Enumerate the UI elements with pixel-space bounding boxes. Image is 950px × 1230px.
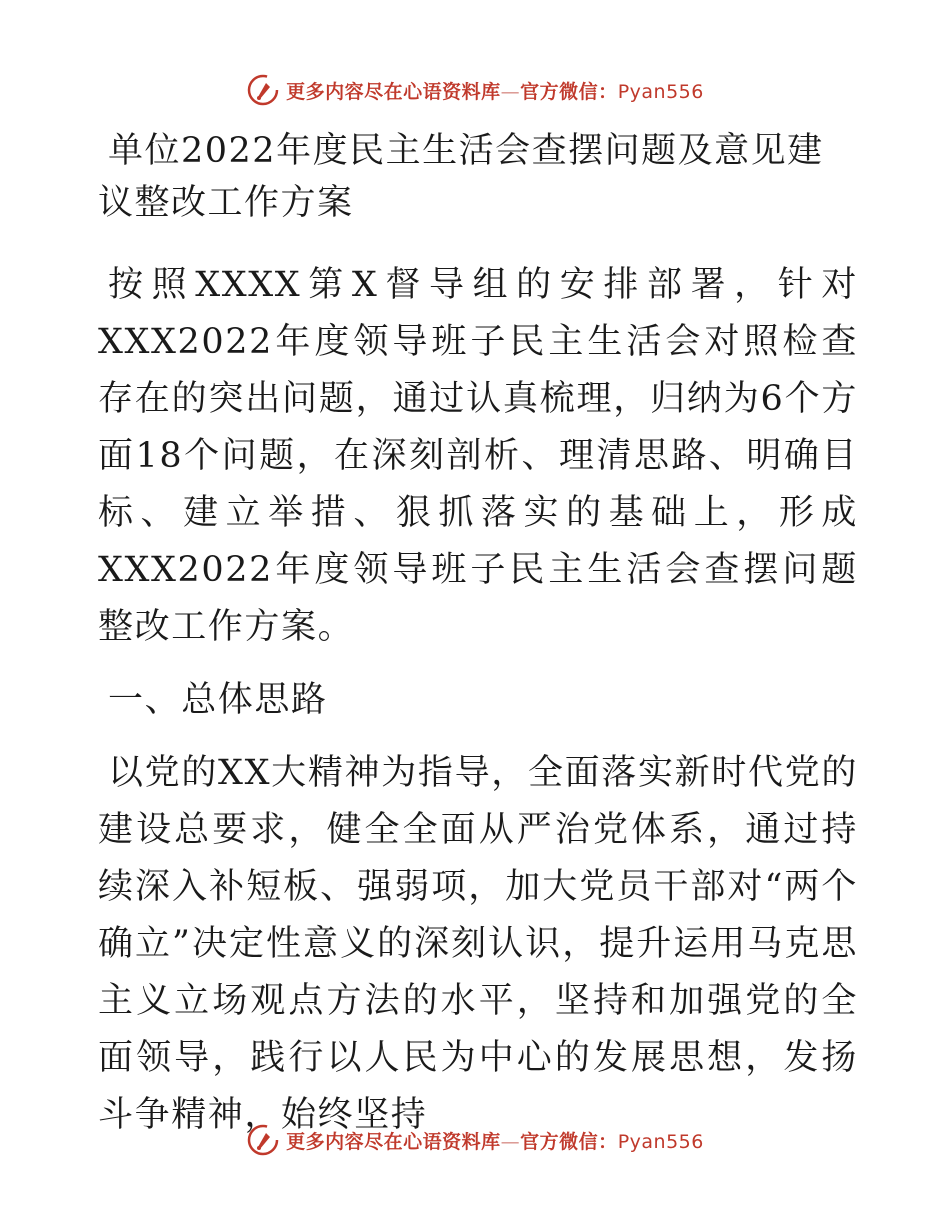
watermark-separator: — xyxy=(500,1130,521,1153)
pen-nib-logo-icon xyxy=(246,1123,280,1157)
pen-nib-logo-icon xyxy=(246,73,280,107)
wechat-id: Pyan556 xyxy=(617,80,704,103)
intro-paragraph: 按照XXXX第X督导组的安排部署，针对XXX2022年度领导班子民主生活会对照检查存在的突出问题，通过认真梳理，归纳为6个方面18个问题，在深刻剖析、理清思路、明确目标、建立举措、狠抓落实的基础上，形成XXX2022年度领导班子民主生活会查摆问题整改工作方案。 xyxy=(98,265,858,647)
section-heading: 一、总体思路 xyxy=(108,680,328,720)
watermark-separator: — xyxy=(500,80,521,103)
wechat-label: 官方微信： xyxy=(520,80,618,103)
wechat-id: Pyan556 xyxy=(617,1130,704,1153)
header-watermark xyxy=(0,70,950,110)
document-body xyxy=(98,125,858,1144)
section-paragraph: 以党的XX大精神为指导，全面落实新时代党的建设总要求，健全全面从严治党体系，通过持续深入补短板、强弱项，加大党员干部对“两个确立”决定性意义的深刻认识，提升运用马克思主义立场观点方法的水平，坚持和加强党的全面领导，践行以人民为中心的发展思想，发扬斗争精神，始终坚持 xyxy=(98,753,858,1135)
wechat-label: 官方微信： xyxy=(520,1130,618,1153)
watermark-text: 更多内容尽在心语资料库 xyxy=(286,80,501,103)
watermark-text: 更多内容尽在心语资料库 xyxy=(286,1130,501,1153)
footer-watermark xyxy=(0,1120,950,1160)
document-title: 单位2022年度民主生活会查摆问题及意见建议整改工作方案 xyxy=(98,131,824,223)
